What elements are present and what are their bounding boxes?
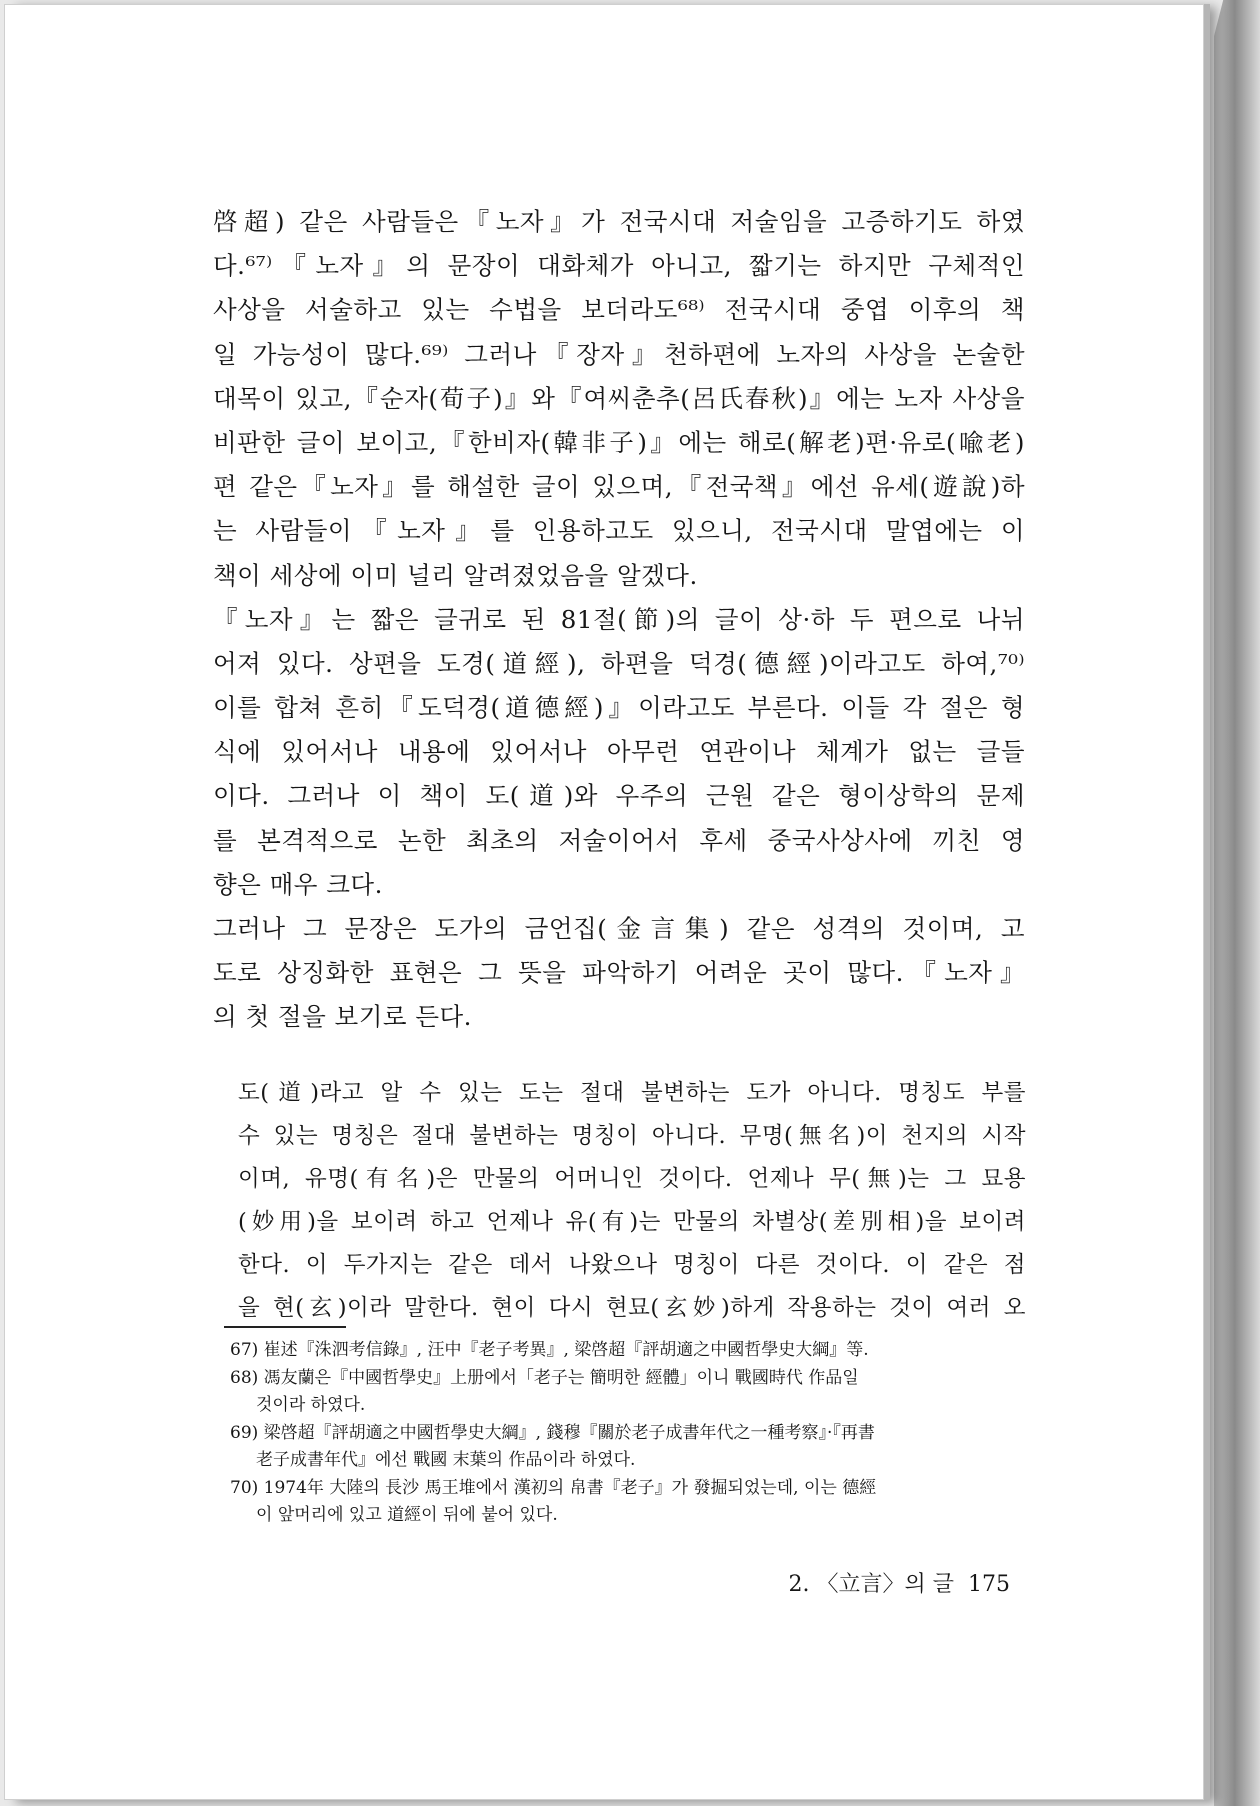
text-line: 이다. 그러나 이 책이 도(道)와 우주의 근원 같은 형이상학의 문제 <box>213 781 1025 811</box>
text-line: 향은 매우 크다. <box>213 869 383 899</box>
text-line: 사상을 서술하고 있는 수법을 보더라도⁶⁸⁾ 전국시대 중엽 이후의 책 <box>213 295 1025 325</box>
text-line: 어져 있다. 상편을 도경(道經), 하편을 덕경(德經)이라고도 하여,⁷⁰⁾ <box>213 648 1025 678</box>
text-line: 는 사람들이『노자』를 인용하고도 있으니, 전국시대 말엽에는 이 <box>213 516 1025 546</box>
footnote-68-cont: 것이라 하였다. <box>256 1395 366 1415</box>
footnote-70: 70) 1974年 大陸의 長沙 馬王堆에서 漢初의 帛書『老子』가 發掘되었는데, 이는 德經 <box>230 1477 877 1498</box>
quote-line: 을 현(玄)이라 말한다. 현이 다시 현묘(玄妙)하게 작용하는 것이 여러 오 <box>238 1295 1026 1321</box>
text-line: 그러나 그 문장은 도가의 금언집(金言集) 같은 성격의 것이며, 고 <box>213 914 1025 943</box>
page-curl <box>1214 0 1260 1806</box>
text-line: 편 같은『노자』를 해설한 글이 있으며,『전국책』에선 유세(遊說)하 <box>213 472 1025 502</box>
footnote-divider <box>224 1326 346 1328</box>
text-line: 『노자』는 짧은 글귀로 된 81절(節)의 글이 상·하 두 편으로 나뉘 <box>213 604 1025 634</box>
footnote-70-cont: 이 앞머리에 있고 道經이 뒤에 붙어 있다. <box>256 1505 558 1525</box>
footnotes <box>230 1337 1030 1530</box>
text-line: 대목이 있고,『순자(荀子)』와『여씨춘추(呂氏春秋)』에는 노자 사상을 <box>213 383 1025 413</box>
quote-line: (妙用)을 보이려 하고 언제나 유(有)는 만물의 차별상(差別相)을 보이려 <box>238 1209 1026 1235</box>
text-line: 식에 있어서나 내용에 있어서나 아무런 연관이나 체계가 없는 글들 <box>213 737 1025 767</box>
footnote-68: 68) 馮友蘭은『中國哲學史』上册에서「老子는 簡明한 經體」이니 戰國時代 作品일 <box>230 1367 859 1388</box>
quotation-block <box>238 1072 1026 1330</box>
text-line: 이를 합쳐 흔히『도덕경(道德經)』이라고도 부른다. 이들 각 절은 형 <box>213 693 1025 723</box>
quote-line: 한다. 이 두가지는 같은 데서 나왔으나 명칭이 다른 것이다. 이 같은 점 <box>238 1252 1026 1278</box>
text-line: 도로 상징화한 표현은 그 뜻을 파악하기 어려운 곳이 많다.『노자』 <box>213 958 1025 988</box>
chapter-title: 2. 〈立言〉의 글 <box>788 1572 954 1597</box>
quote-line: 도(道)라고 알 수 있는 도는 절대 불변하는 도가 아니다. 명칭도 부를 <box>238 1080 1026 1106</box>
text-line: 의 첫 절을 보기로 든다. <box>213 1002 472 1032</box>
text-line: 를 본격적으로 논한 최초의 저술이어서 후세 중국사상사에 끼친 영 <box>213 825 1025 855</box>
text-line: 啓超) 같은 사람들은『노자』가 전국시대 저술임을 고증하기도 하였 <box>213 207 1025 236</box>
quote-line: 이며, 유명(有名)은 만물의 어머니인 것이다. 언제나 무(無)는 그 묘용 <box>238 1166 1026 1192</box>
quote-line: 수 있는 명칭은 절대 불변하는 명칭이 아니다. 무명(無名)이 천지의 시작 <box>238 1123 1026 1149</box>
footnote-67: 67) 崔述『洙泗考信錄』, 汪中『老子考異』, 梁啓超『評胡適之中國哲學史大綱』等. <box>230 1340 869 1360</box>
text-line: 다.⁶⁷⁾『노자』의 문장이 대화체가 아니고, 짧기는 하지만 구체적인 <box>213 251 1025 281</box>
page-number: 175 <box>968 1572 1010 1597</box>
running-footer <box>770 1567 1010 1598</box>
text-line: 책이 세상에 이미 널리 알려졌었음을 알겠다. <box>213 560 698 590</box>
text-line: 비판한 글이 보이고,『한비자(韓非子)』에는 해로(解老)편·유로(喩老) <box>213 427 1025 457</box>
footnote-69-cont: 老子成書年代』에선 戰國 末葉의 作品이라 하였다. <box>256 1450 636 1470</box>
body-text <box>213 200 1025 1040</box>
footnote-69: 69) 梁啓超『評胡適之中國哲學史大綱』, 錢穆『關於老子成書年代之一種考察』·『再書 <box>230 1422 875 1443</box>
text-line: 일 가능성이 많다.⁶⁹⁾ 그러나『장자』천하편에 노자의 사상을 논술한 <box>213 339 1025 369</box>
